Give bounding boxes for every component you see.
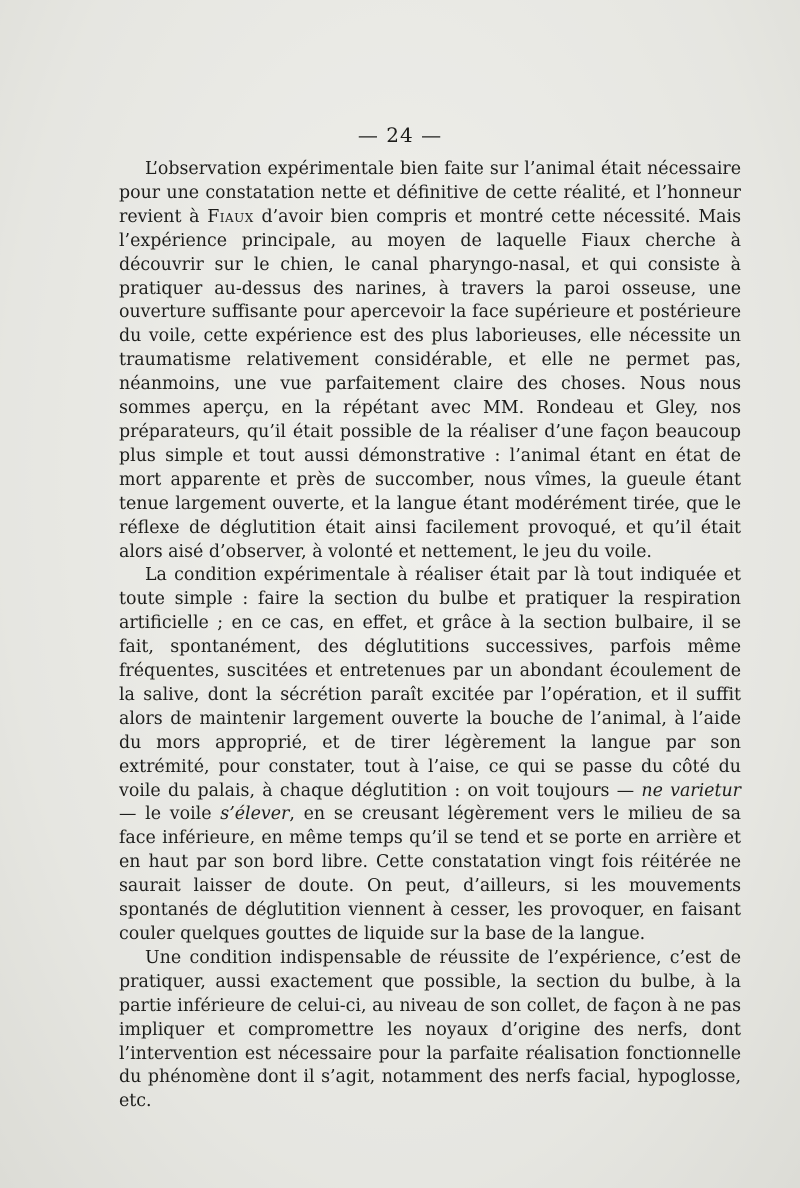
page-number: — 24 — — [357, 123, 443, 147]
small-caps-name: Fiaux — [207, 206, 254, 227]
body-text — [119, 158, 741, 1114]
paragraph — [119, 947, 741, 1114]
italic-text: s’élever — [220, 804, 290, 825]
text-run: La condition expérimentale à réaliser était par là tout indiquée et toute simple : faire la section du bulbe et pratiquer la respiration artificielle ; en ce cas, en effet, et grâce à la section bulbaire, il se fait, spontanément, des déglutitions successives, parfois même fréquentes, suscitées et entretenues par un abondant écoulement de la salive, dont la sécrétion paraît excitée par l’opération, et il suffit alors de maintenir largement ouverte la bouche de l’animal, à l’aide du mors approprié, et de tirer légèrement la langue par son extrémité, pour constater, tout à l’aise, ce qui se passe du côté du voile du palais, à chaque déglutition : on voit toujours — — [119, 565, 741, 801]
text-run: Une condition indispensable de réussite de l’expérience, c’est de pratiquer, aussi exactement que possible, la section du bulbe, à la partie inférieure de celui-ci, au niveau de son collet, de façon à ne pas impliquer et compromettre les noyaux d’origine des nerfs, dont l’intervention est nécessaire pour la parfaite réalisation fonctionnelle du phénomène dont il s’agit, notamment des nerfs facial, hypoglosse, etc. — [119, 947, 741, 1112]
text-run: , en se creusant légèrement vers le milieu de sa face inférieure, en même temps qu’il se tend et se porte en arrière et en haut par son bord libre. Cette constatation vingt fois réitérée ne saurait laisser de doute. On peut, d’ailleurs, si les mouvements spontanés de déglutition viennent à cesser, les provoquer, en faisant couler quelques gouttes de liquide sur la base de la langue. — [119, 804, 741, 944]
paragraph — [119, 564, 741, 947]
text-run: — le voile — [119, 804, 221, 825]
text-run: L’observation expérimentale bien faite sur l’animal était nécessaire pour une constatation nette et définitive de cette réalité, et l’honneur revient à — [119, 159, 741, 227]
paragraph — [119, 158, 741, 564]
italic-text: ne varietur — [641, 780, 741, 801]
text-run: d’avoir bien compris et montré cette nécessité. Mais l’expérience principale, au moyen de laquelle Fiaux cherche à découvrir sur le chien, le canal pharyngo-nasal, et qui consiste à pratiquer au-dessus des narines, à travers la paroi osseuse, une ouverture suffisante pour apercevoir la face supérieure et postérieure du voile, cette expérience est des plus laborieuses, elle nécessite un traumatisme relativement considérable, et elle ne permet pas, néanmoins, une vue parfaitement claire des choses. Nous nous sommes aperçu, en la répétant avec MM. Rondeau et Gley, nos préparateurs, qu’il était possible de la réaliser d’une façon beaucoup plus simple et tout aussi démonstrative : l’animal étant en état de mort apparente et près de succomber, nous vîmes, la gueule étant tenue largement ouverte, et la langue étant modérément tirée, que le réflexe de déglutition était ainsi facilement provoqué, et qu’il était alors aisé d’observer, à volonté et nettement, le jeu du voile. — [119, 206, 741, 562]
